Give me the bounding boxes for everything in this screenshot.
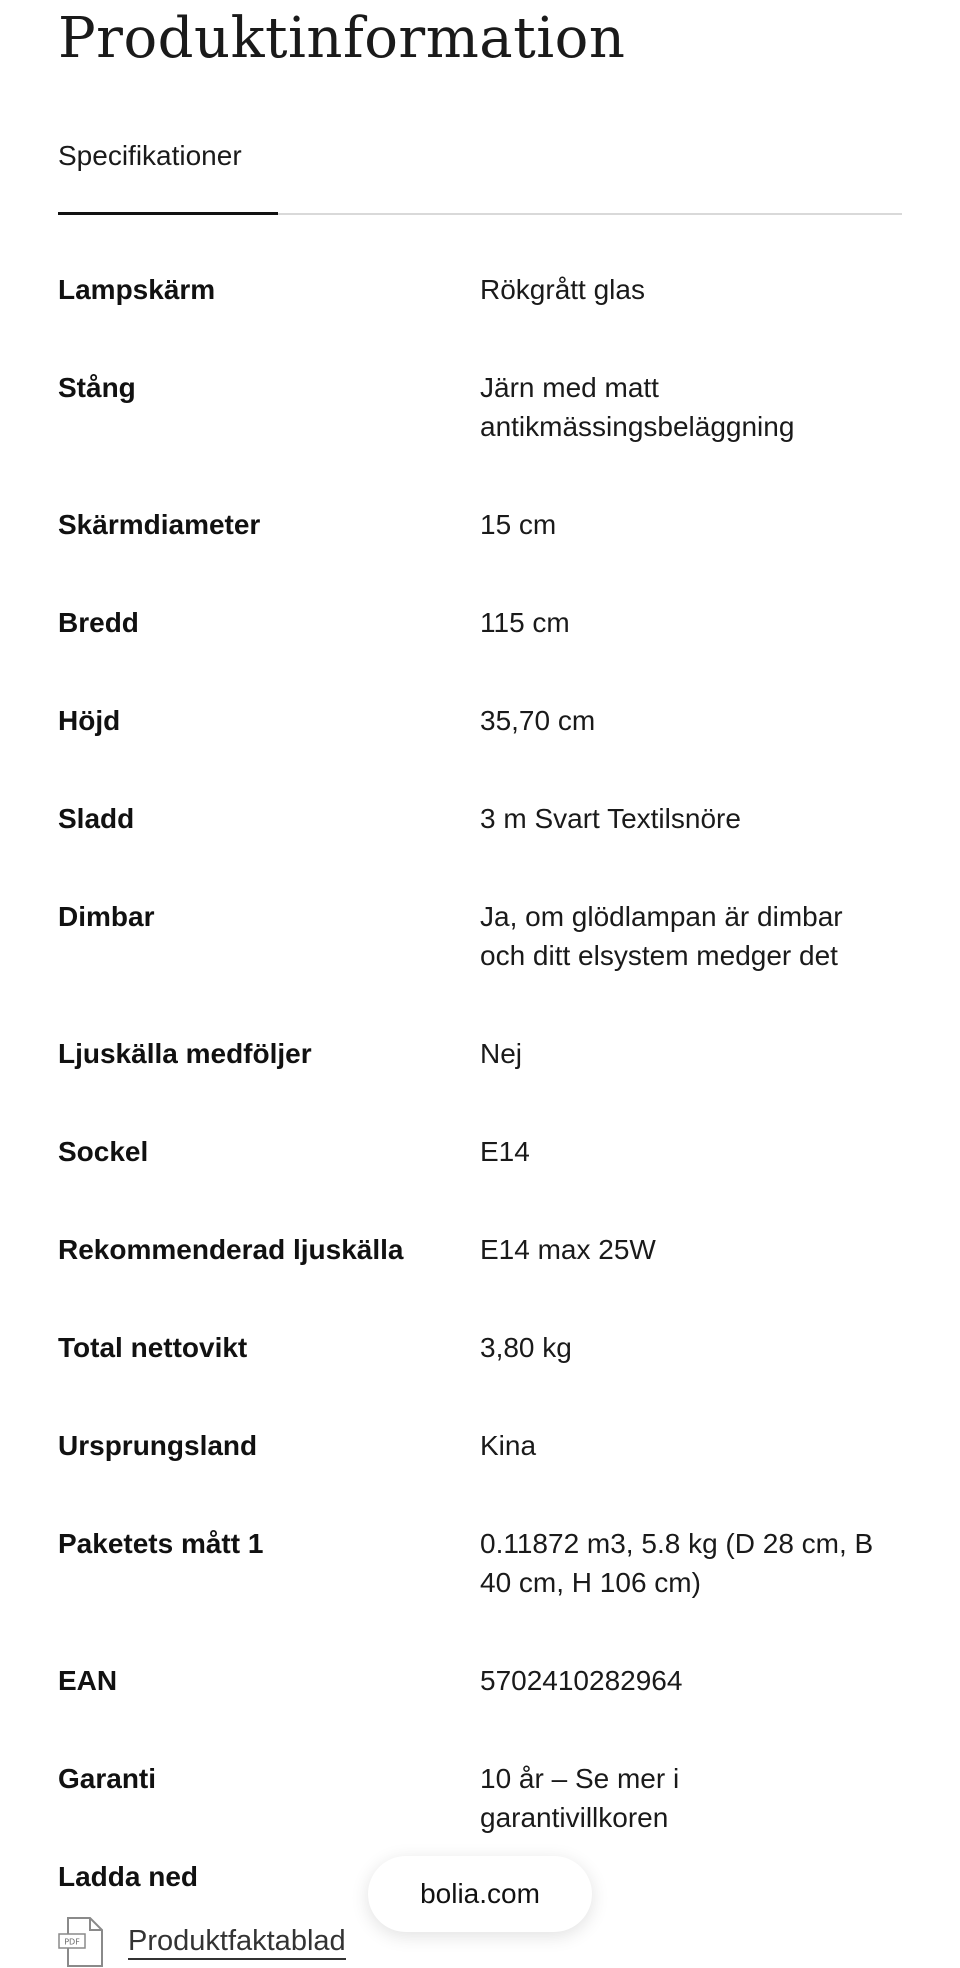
spec-row-hojd <box>58 701 902 740</box>
spec-row-ursprungsland <box>58 1426 902 1465</box>
spec-table <box>58 270 902 1896</box>
spec-row-ljuskalla-medfoljer <box>58 1034 902 1073</box>
page-title: Produktinformation <box>58 6 626 71</box>
spec-label: Ljuskälla medföljer <box>58 1038 312 1069</box>
spec-label: Rekommenderad ljuskälla <box>58 1234 404 1265</box>
spec-label: Skärmdiameter <box>58 509 261 540</box>
spec-label: Ursprungsland <box>58 1430 258 1461</box>
spec-value: Järn med matt antikmässingsbeläggning <box>480 372 795 442</box>
spec-row-garanti <box>58 1759 902 1837</box>
active-tab-indicator <box>58 212 278 215</box>
spec-label: Dimbar <box>58 901 155 932</box>
spec-row-paketets-matt <box>58 1524 902 1602</box>
spec-label: Höjd <box>58 705 121 736</box>
spec-label: Stång <box>58 372 136 403</box>
spec-value: Rökgrått glas <box>480 274 645 305</box>
spec-value: 0.11872 m3, 5.8 kg (D 28 cm, B 40 cm, H 106 cm) <box>480 1528 874 1598</box>
spec-label: Bredd <box>58 607 139 638</box>
spec-row-lampskarm <box>58 270 902 309</box>
spec-value: E14 <box>480 1136 530 1167</box>
pdf-file-icon <box>58 1916 104 1968</box>
download-title: Ladda ned <box>58 1861 199 1892</box>
spec-label: Sockel <box>58 1136 149 1167</box>
product-sheet-download-link[interactable] <box>58 1916 346 1968</box>
pdf-icon-text: PDF <box>64 1937 80 1947</box>
spec-value: Ja, om glödlampan är dimbar och ditt elsystem medger det <box>480 901 843 971</box>
spec-row-ean <box>58 1661 902 1700</box>
spec-row-sockel <box>58 1132 902 1171</box>
spec-row-bredd <box>58 603 902 642</box>
spec-value: Nej <box>480 1038 523 1069</box>
tab-specifikationer[interactable]: Specifikationer <box>58 140 242 171</box>
spec-label: Total nettovikt <box>58 1332 248 1363</box>
spec-value: E14 max 25W <box>480 1234 656 1265</box>
spec-label: EAN <box>58 1665 118 1696</box>
spec-value: Kina <box>480 1430 537 1461</box>
spec-value: 15 cm <box>480 509 557 540</box>
spec-label: Sladd <box>58 803 135 834</box>
spec-row-skarmdiameter <box>58 505 902 544</box>
tab-bar <box>58 140 902 216</box>
spec-row-total-nettovikt <box>58 1328 902 1367</box>
spec-value: 3 m Svart Textilsnöre <box>480 803 741 834</box>
spec-label: Garanti <box>58 1763 157 1794</box>
spec-value: 115 cm <box>480 607 570 638</box>
spec-label: Lampskärm <box>58 274 216 305</box>
spec-value: 3,80 kg <box>480 1332 572 1363</box>
spec-value[interactable]: 10 år – Se mer i garantivillkoren <box>480 1763 680 1833</box>
spec-row-stang <box>58 368 902 446</box>
spec-row-rekommenderad-ljuskalla <box>58 1230 902 1269</box>
spec-label: Paketets mått 1 <box>58 1528 264 1559</box>
download-label: Produktfaktablad <box>128 1924 346 1960</box>
spec-value: 5702410282964 <box>480 1665 683 1696</box>
spec-row-sladd <box>58 799 902 838</box>
spec-value: 35,70 cm <box>480 705 596 736</box>
site-url-badge[interactable]: bolia.com <box>368 1856 592 1932</box>
spec-row-dimbar <box>58 897 902 975</box>
